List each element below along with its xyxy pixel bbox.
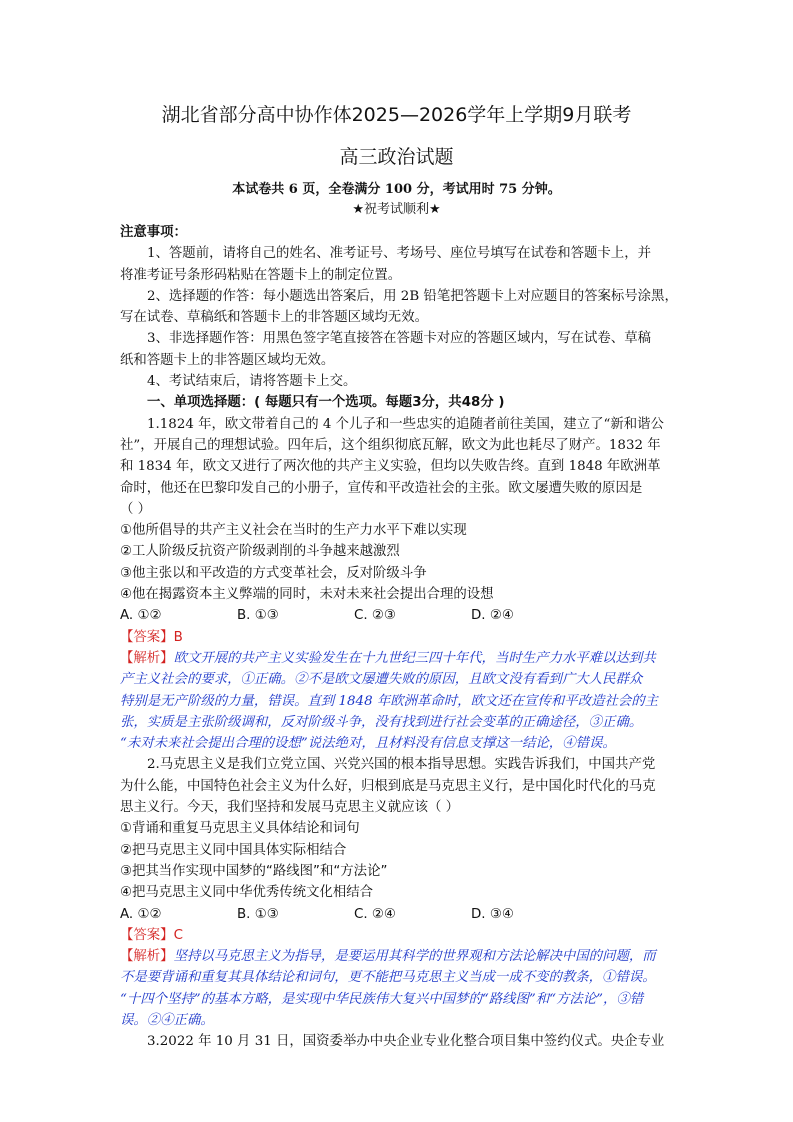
notes-line: 4、考试结束后，请将答题卡上交。 [147, 374, 357, 390]
question-item: ①他所倡导的共产主义社会在当时的生产力水平下难以实现 [120, 523, 467, 539]
option-a: A. ①② [120, 906, 162, 922]
question-item: ④把马克思主义同中华优秀传统文化相结合 [120, 885, 374, 901]
option-b: B. ①③ [237, 906, 279, 922]
notes-line: 3、非选择题作答：用黑色签字笔直接答在答题卡对应的答题区域内，写在试卷、草稿 [147, 331, 651, 347]
question-stem: 2.马克思主义是我们立党立国、兴党兴国的根本指导思想。实践告诉我们，中国共产党 [147, 757, 656, 773]
option-d: D. ③④ [471, 906, 514, 922]
notes-heading: 注意事项： [120, 225, 187, 240]
question-stem: 社”，开展自己的理想试验。四年后，这个组织彻底瓦解，欧文为此也耗尽了财产。1832 年 [120, 437, 661, 453]
question-stem: 为什么能，中国特色社会主义为什么好，归根到底是马克思主义行，是中国化时代化的马克 [120, 778, 656, 794]
notes-line: 将准考证号条形码粘贴在答题卡上的制定位置。 [120, 267, 402, 283]
notes-line: 纸和答题卡上的非答题区域均无效。 [120, 352, 335, 368]
question-stem: 命时，他还在巴黎印发自己的小册子，宣传和平改造社会的主张。欧文屡遭失败的原因是 [120, 480, 643, 496]
answer-value: C [173, 927, 183, 943]
question-stem: 思主义行。今天，我们坚持和发展马克思主义就应该（ ） [120, 800, 460, 816]
answer-label: 【答案】 [120, 629, 174, 645]
analysis-line [120, 648, 680, 669]
exam-info: 本试卷共 6 页，全卷满分 100 分，考试用时 75 分钟。 [232, 182, 561, 197]
analysis-text: 欧文开展的共产主义实验发生在十九世纪三四十年代，当时生产力水平难以达到共 [173, 650, 656, 666]
notes-line: 1、答题前，请将自己的姓名、准考证号、考场号、座位号填写在试卷和答题卡上，并 [147, 246, 651, 262]
notes-line: 写在试卷、草稿纸和答题卡上的非答题区域均无效。 [120, 310, 428, 326]
option-a: A. ①② [120, 608, 162, 624]
section-heading: 一、单项选择题：( 每题只有一个选项。每题3分，共48分 ) [147, 395, 505, 411]
exam-body [120, 222, 680, 1053]
answer-value: B [173, 629, 183, 645]
question-item: ②工人阶级反抗资产阶级剥削的斗争越来越激烈 [120, 544, 400, 560]
question-item: ③他主张以和平改造的方式变革社会，反对阶级斗争 [120, 565, 427, 581]
exam-subtitle: 高三政治试题 [339, 146, 454, 168]
question-stem: 1.1824 年，欧文带着自己的 4 个儿子和一些忠实的追随者前往美国，建立了“新和谐公 [147, 416, 664, 432]
analysis-text: 坚持以马克思主义为指导，是要运用其科学的世界观和方法论解决中国的问题，而 [173, 949, 656, 965]
analysis-text: 张，实质是主张阶级调和，反对阶级斗争，没有找到进行社会变革的正确途径，③正确。 [120, 714, 643, 730]
answer-line [120, 925, 680, 946]
question-item: ③把其当作实现中国梦的“路线图”和“方法论” [120, 863, 388, 879]
analysis-text: 误。②④正确。 [120, 1012, 214, 1028]
question-stem: （ ） [120, 501, 152, 517]
answer-label: 【答案】 [120, 927, 174, 943]
analysis-text: “未对未来社会提出合理的设想”说法绝对，且材料没有信息支撑这一结论，④错误。 [120, 736, 616, 752]
exam-wish: ★祝考试顺利★ [352, 202, 441, 217]
analysis-line [120, 946, 680, 967]
notes-line: 2、选择题的作答：每小题选出答案后，用 2B 铅笔把答题卡上对应题目的答案标号涂黑， [147, 288, 678, 304]
question-options [120, 605, 680, 626]
question-item: ②把马克思主义同中国具体实际相结合 [120, 842, 347, 858]
option-c: C. ②④ [354, 906, 396, 922]
exam-title: 湖北省部分高中协作体2025—2026学年上学期9月联考 [161, 104, 632, 126]
analysis-text: “十四个坚持”的基本方略，是实现中华民族伟大复兴中国梦的“路线图”和“方法论”，③错 [120, 991, 644, 1007]
option-b: B. ①③ [237, 608, 279, 624]
analysis-text: 产主义社会的要求，①正确。②不是欧文屡遭失败的原因，且欧文没有看到广大人民群众 [120, 672, 643, 688]
question-item: ①背诵和重复马克思主义具体结论和词句 [120, 821, 360, 837]
question-options [120, 904, 680, 925]
question-item: ④他在揭露资本主义弊端的同时，未对未来社会提出合理的设想 [120, 587, 494, 603]
question-stem: 3.2022 年 10 月 31 日，国资委举办中央企业专业化整合项目集中签约仪式。央企专业 [147, 1034, 665, 1050]
analysis-text: 特别是无产阶级的力量，错误。直到 1848 年欧洲革命时，欧文还在宣传和平改造社会的主 [120, 693, 659, 709]
option-d: D. ②④ [471, 608, 514, 624]
analysis-label: 【解析】 [120, 949, 174, 965]
answer-line [120, 627, 680, 648]
analysis-label: 【解析】 [120, 650, 174, 666]
analysis-text: 不是要背诵和重复其具体结论和词句，更不能把马克思主义当成一成不变的教条，①错误。 [120, 970, 656, 986]
question-stem: 和 1834 年，欧文又进行了两次他的共产主义实验，但均以失败告终。直到 1848 年欧洲革 [120, 459, 661, 475]
option-c: C. ②③ [354, 608, 396, 624]
